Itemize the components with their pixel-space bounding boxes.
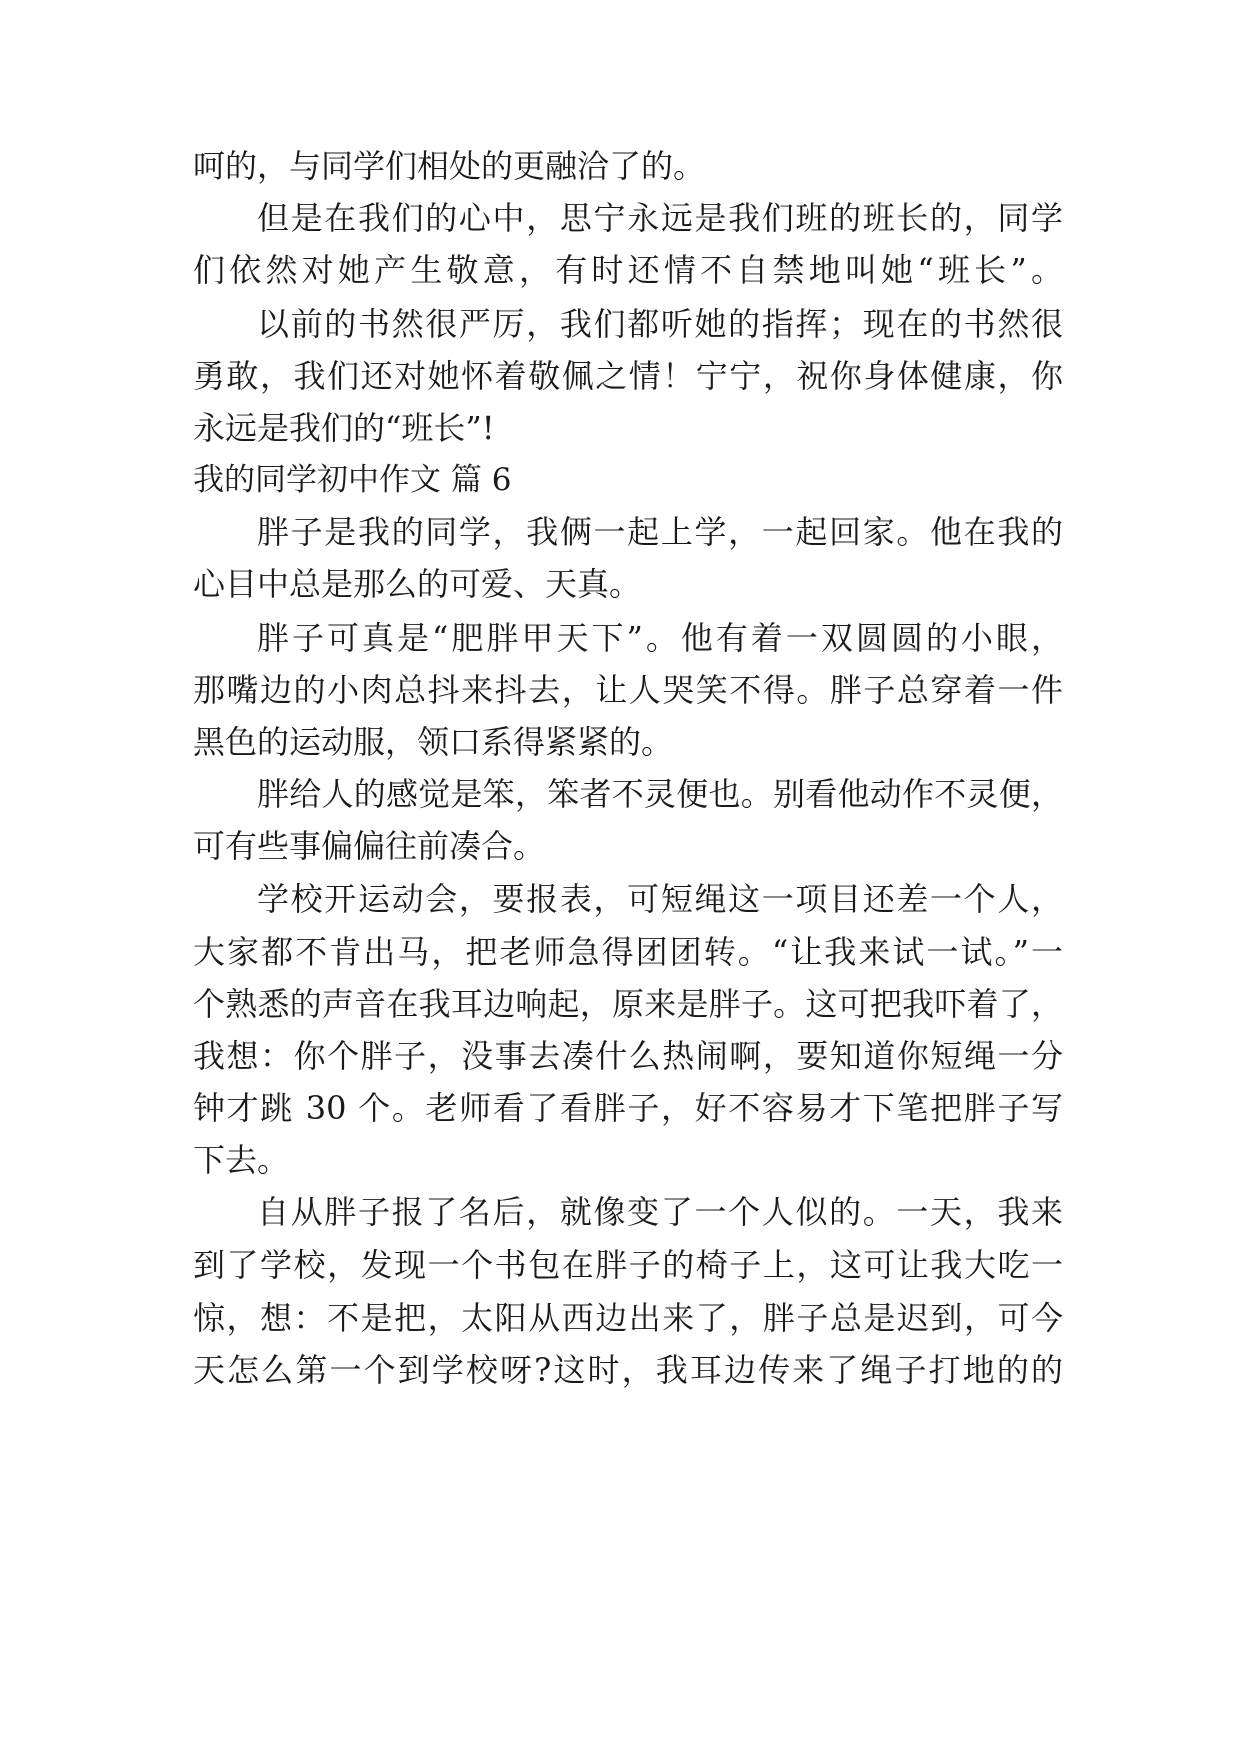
text-line: 心目中总是那么的可爱、天真。 xyxy=(193,565,642,603)
text-line: 到了学校，发现一个书包在胖子的椅子上，这可让我大吃一 xyxy=(193,1246,1063,1284)
text-line: 惊，想：不是把，太阳从西边出来了，胖子总是迟到，可今 xyxy=(193,1299,1063,1337)
text-line: 永远是我们的“班长”! xyxy=(193,409,495,447)
text-line: 呵的，与同学们相处的更融洽了的。 xyxy=(193,147,706,185)
text-line: 个熟悉的声音在我耳边响起，原来是胖子。这可把我吓着了， xyxy=(193,985,1063,1023)
paragraph-first-line: 学校开运动会，要报表，可短绳这一项目还差一个人， xyxy=(257,880,1063,918)
paragraph-first-line: 但是在我们的心中，思宁永远是我们班的班长的，同学 xyxy=(257,199,1063,237)
paragraph-first-line: 以前的书然很严厉，我们都听她的指挥；现在的书然很 xyxy=(257,305,1063,343)
text-line: 可有些事偏偏往前凑合。 xyxy=(193,827,546,865)
paragraph-first-line: 胖子是我的同学，我俩一起上学，一起回家。他在我的 xyxy=(257,513,1063,551)
paragraph-first-line: 胖给人的感觉是笨，笨者不灵便也。别看他动作不灵便， xyxy=(257,775,1063,813)
text-line: 下去。 xyxy=(193,1141,290,1179)
text-line: 们依然对她产生敬意，有时还情不自禁地叫她“班长”。 xyxy=(193,251,1063,289)
paragraph-first-line: 自从胖子报了名后，就像变了一个人似的。一天，我来 xyxy=(257,1193,1063,1231)
text-line: 勇敢，我们还对她怀着敬佩之情！宁宁，祝你身体健康，你 xyxy=(193,357,1063,395)
text-line: 钟才跳 30 个。老师看了看胖子，好不容易才下笔把胖子写 xyxy=(193,1089,1063,1127)
text-line: 大家都不肯出马，把老师急得团团转。“让我来试一试。”一 xyxy=(193,933,1063,971)
section-heading: 我的同学初中作文 篇 6 xyxy=(193,462,512,498)
text-line: 那嘴边的小肉总抖来抖去，让人哭笑不得。胖子总穿着一件 xyxy=(193,671,1063,709)
text-line: 黑色的运动服，领口系得紧紧的。 xyxy=(193,723,674,761)
text-line: 天怎么第一个到学校呀?这时，我耳边传来了绳子打地的的 xyxy=(193,1351,1063,1389)
paragraph-first-line: 胖子可真是“肥胖甲天下”。他有着一双圆圆的小眼， xyxy=(257,619,1063,657)
text-line: 我想：你个胖子，没事去凑什么热闹啊，要知道你短绳一分 xyxy=(193,1037,1063,1075)
